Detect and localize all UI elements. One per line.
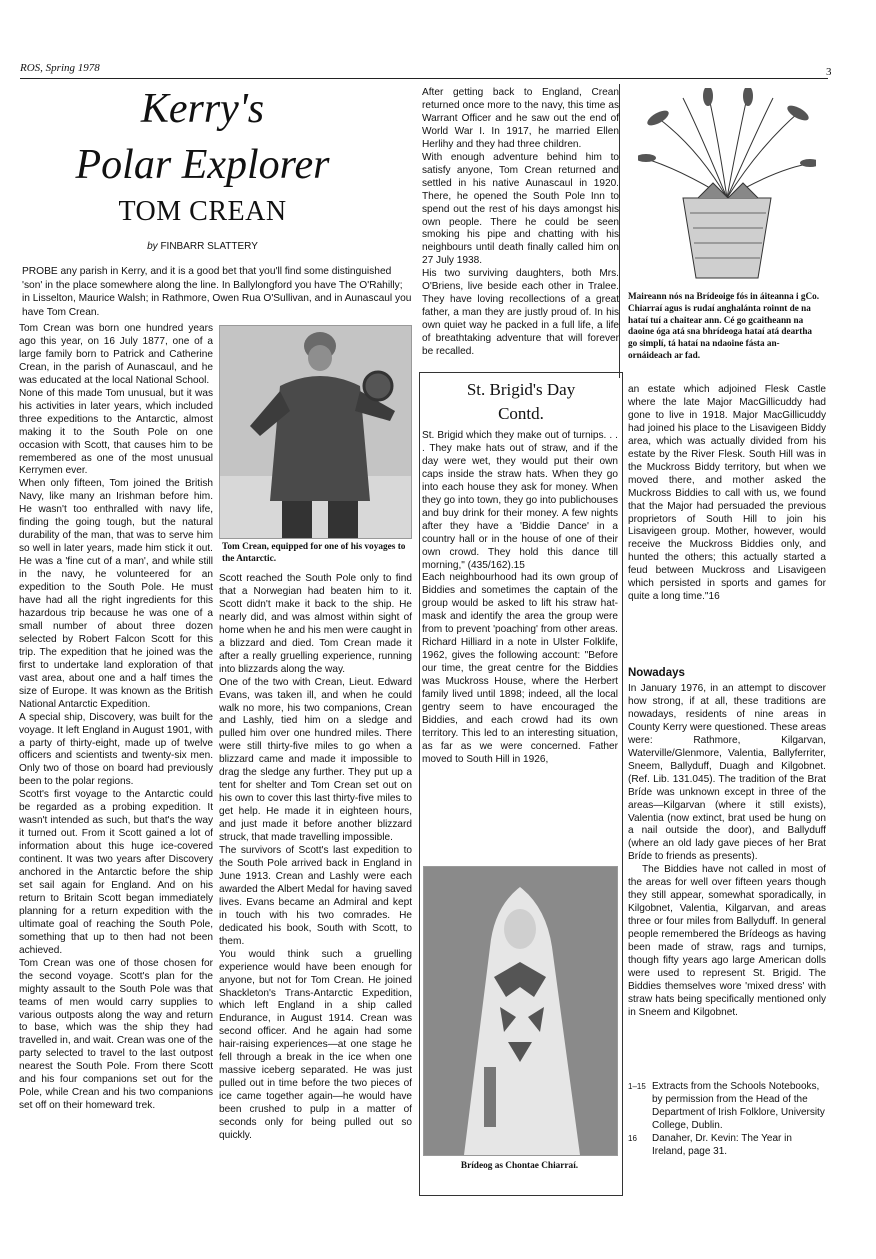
nowadays-heading: Nowadays [628,667,685,679]
paragraph: You would think such a gruelling experience would have been enough for anyone, but not for Tom Crean. He joined Shackleton's Trans-Antarctic Expedition, which left England in a ship called Endurance, in August 1914. Crean was second officer. And he again had some hair-raising experiences—at one stage he fell through a break in the ice when one massive iceberg separated. He was just pulled out in time before the two pieces of ice came together again—he would have been crushed to pulp in a matter of seconds only for being pulled out so quickly. [219,948,412,1141]
byline-author: FINBARR SLATTERY [160,241,258,252]
paragraph: One of the two with Crean, Lieut. Edward Evans, was taken ill, and when he could walk no more, his two companions, Crean and Lashly, tied him on a sledge and pulled him over one hundred miles. There were still thirty-five miles to go when a blizzard came and made it impossible to drag the sledge any further. They put up a tent for shelter and Tom Crean set out on his own to cover this last thirty-five miles to get help. He made it in eighteen hours, and just made it before another blizzard struck, that made travelling impossible. [219,676,412,844]
paragraph: Tom Crean was born one hundred years ago this year, on 16 July 1877, one of a large family born to Patrick and Catherine Crean, in the parish of Aunascaul, and he was educated at the local National School. [19,323,213,386]
article-column-1 [19,323,213,1193]
paragraph: St. Brigid which they make out of turnips. . . . They make hats out of straw, and if the day were wet, they would put their own caps inside the straw hats. When they go into each house they ask for money. When they go into town, they go into publichouses and buy drink for their money. A few nights after they have a 'Biddie Dance' in a country hall or in the house of one of their own crowd. They hold this dance till morning," (435/162).15 [422,430,618,571]
nowadays-column [628,683,826,1077]
paragraph: When only fifteen, Tom joined the British Navy, like many an Irishman before him. He wasn't too enthralled with navy life, finding the going tough, but the natural durability of the man, that was to serve him so well in later years, made him stick it out. He was a 'fine cut of a man', and while still in the navy, he volunteered for an expedition to the South Pole. He must have had all the right ingredients for this hazardous trip because he was one of a small number of about three dozen selected by Robert Falcon Scott for this trip. The expedition that he joined was the first to undertake land exploration of that vast area, about one and a half times the size of Europe. It was known as the British National Antarctic Expedition. [19,478,213,710]
paragraph: Scott's first voyage to the Antarctic could be regarded as a probing expedition. It wasn't intended as such, but that's the way it turned out. From it Scott gained a lot of information about this huge ice-covered continent. It was two years after Discovery anchored in the Antarctic before the ship set sail again for England. And on his return to Britain Scott began immediately planning for a return expedition with the ultimate goal of reaching the South Pole, something that up to then had not been achieved. [19,789,213,956]
article-subtitle: TOM CREAN [118,196,287,227]
paragraph: None of this made Tom unusual, but it was his activities in later years, which included three expeditions to the Antarctic, almost making it to the South Pole on one occasion with Scott, that causes him to be remembered as one of the most unusual Kerrymen ever. [19,387,213,477]
paragraph: A special ship, Discovery, was built for the voyage. It left England in August 1901, with a party of thirty-eight, made up of twelve officers and scientists and twenty-six men. Only two of those on board had previously been to the polar regions. [19,711,213,788]
footnote [628,1080,828,1132]
paragraph: The Biddies have not called in most of the areas for well over fifteen years though they still appear, somewhat sporadically, in Kilgobnet, Valentia, Kilgarvan, and areas three or four miles from Ballyduff. In general people remembered the Brídeogs as having been made of straw, rags and turnips, though fifty years ago large American dolls were used to represent St. Brigid. The Biddies themselves wore 'mixed dress' with straw hats being specifically mentioned only in Sneem and Kilgobnet. [628,864,826,1018]
st-brigid-title-line2: Contd. [498,404,544,423]
footnote-mark: 16 [628,1134,637,1143]
paragraph: After getting back to England, Crean returned once more to the navy, this time as Warrant Officer and he saw out the end of World War I. In 1917, he married Ellen Herlihy and they had three children. [422,87,619,150]
paragraph: His two surviving daughters, both Mrs. O'Briens, live beside each other in Tralee. They have loving recollections of a great father, a man they are justly proud of. In his own quiet way he packed in a full life, a life of breathtaking adventure that will forever be recalled. [422,268,619,358]
article-intro: PROBE any parish in Kerry, and it is a good bet that you'll find some distinguished 'son' in the place somewhere along the line. In Ballylongford you have The O'Rahilly; in Lisselton, Maurice Walsh; in Rathmore, Owen Rua O'Sullivan, and in Aunascaul you have Tom Crean. [22,266,412,319]
article-column-3 [422,87,619,379]
paragraph: The survivors of Scott's last expedition to the South Pole arrived back in England in June 1913. Crean and Lashly were each awarded the Albert Medal for having saved lives. Evans became an Admiral and kept in touch with his two comrades. He dedicated his book, South with Scott, to them. [219,845,412,947]
illustration-caption: Maireann nós na Brídeoige fós in áiteanna i gCo. Chiarraí agus is rudaí anghalánta roinnt de na hataí tuí a chaitear ann. Cé go gcaitheann na daoine óga atá sna bhrídeoga hataí atá deartha go simplí, tá hataí na ndaoine fásta an-ornáideach ar fad. [628,291,819,360]
footnote-text: Extracts from the Schools Notebooks, by permission from the Head of the Department of Irish Folklore, University College, Dublin. [652,1081,825,1131]
column-divider [619,84,620,378]
man-in-polar-gear-photo [219,325,412,539]
brideog-costume-photo [423,866,618,1156]
journal-header: ROS, Spring 1978 [20,62,100,74]
article-column-2 [219,573,412,1193]
footnote-mark: 1–15 [628,1082,646,1091]
footnote [628,1132,828,1158]
footnotes [628,1080,828,1158]
straw-hat-illustration [638,88,816,284]
paragraph: an estate which adjoined Flesk Castle where the late Major MacGillicuddy had gone to live in 1918. Major MacGillicuddy had joined his place to the Lisavigeen Biddy area, which was actually divided from his estate by the River Flesk. South Hill was in the Muckross Biddy territory, but when we moved there, and mother asked the Muckross Biddies to call with us, we found that the Major had persuaded the previous proprietors of South Hill to join his Lisavigeen group. Mother, however, would receive the Muckross Biddies only, and hunted the others; this actually started a feud between Muckross and Lisavigeen which persisted in sports and games for quite a long time."16 [628,384,826,603]
footnote-text: Danaher, Dr. Kevin: The Year in Ireland, page 31. [652,1133,792,1157]
header-rule [20,78,828,79]
paragraph: With enough adventure behind him to satisfy anyone, Tom Crean returned and settled in his native Aunascaul in 1920. There, he opened the South Pole Inn to spend out the rest of his days amongst his own people. There he could be seen smoking his pipe and chatting with his neighbours until death finally called him on 27 July 1938. [422,151,619,267]
article-title-line2: Polar Explorer [75,142,330,188]
paragraph: Scott reached the South Pole only to find that a Norwegian had beaten him to it. Scott didn't make it back to the ship. He nearly did, and was almost within sight of home when he and his men were caught in a blizzard and died. Tom Crean made it after a really gruelling experience, running into blizzards along the way. [219,573,412,675]
byline-prefix: by [147,241,158,252]
paragraph: In January 1976, in an attempt to discover how strong, if at all, these traditions are nowadays, residents of nine areas in County Kerry were questioned. These areas were: Rathmore, Kilgarvan, Waterville/Glenmore, Valentia, Ballyferriter, Sneem, Ballyduff, Duagh and Kilgobnet. (Ref. Lib. 131.045). The tradition of the Brat Bríde was unknown except in three of the areas—Kilgarvan (where it still exists), Valentia (now extinct, brat used be hung on a nail outside the door), and Ballyduff (where an old lady gave pieces of her Brat Bríde to friends as presents). [628,683,826,863]
byline [40,241,365,252]
photo-caption-brideog: Brídeog as Chontae Chiarraí. [460,1161,579,1171]
article-title-line1: Kerry's [140,86,265,132]
paragraph: Each neighbourhood had its own group of Biddies and sometimes the captain of the group would be asked to lift his straw hat-mask and identify the area the group were from to prevent 'poaching' from other areas. Richard Hilliard in a note in Ulster Folklife, 1962, gives the following account: "Before our time, the great centre for the Biddies was Muckross House, where the Herbert family lived until 1898; indeed, all the local gentry seem to have encouraged the Biddies, and each crowd had its own territory. This led to an interesting situation, as far as we were concerned. Father moved to South Hill in 1926, [422,572,618,765]
photo-caption-tom-crean: Tom Crean, equipped for one of his voyages to the Antarctic. [222,542,406,564]
st-brigid-title-line1: St. Brigid's Day [466,380,576,399]
page-number: 3 [826,66,832,78]
st-brigid-column-1 [422,430,618,865]
paragraph: Tom Crean was one of those chosen for the second voyage. Scott's plan for the mighty assault to the South Pole was that teams of men would carry supplies to various outposts along the way and return to base, which was the ship they had travelled in, and wait. Crean was one of the party selected to travel to the last outpost nearest the South Pole. From there Scott and his four companions set out for the Pole, while Crean and his two companions set off on their homeward trek. [19,957,213,1112]
